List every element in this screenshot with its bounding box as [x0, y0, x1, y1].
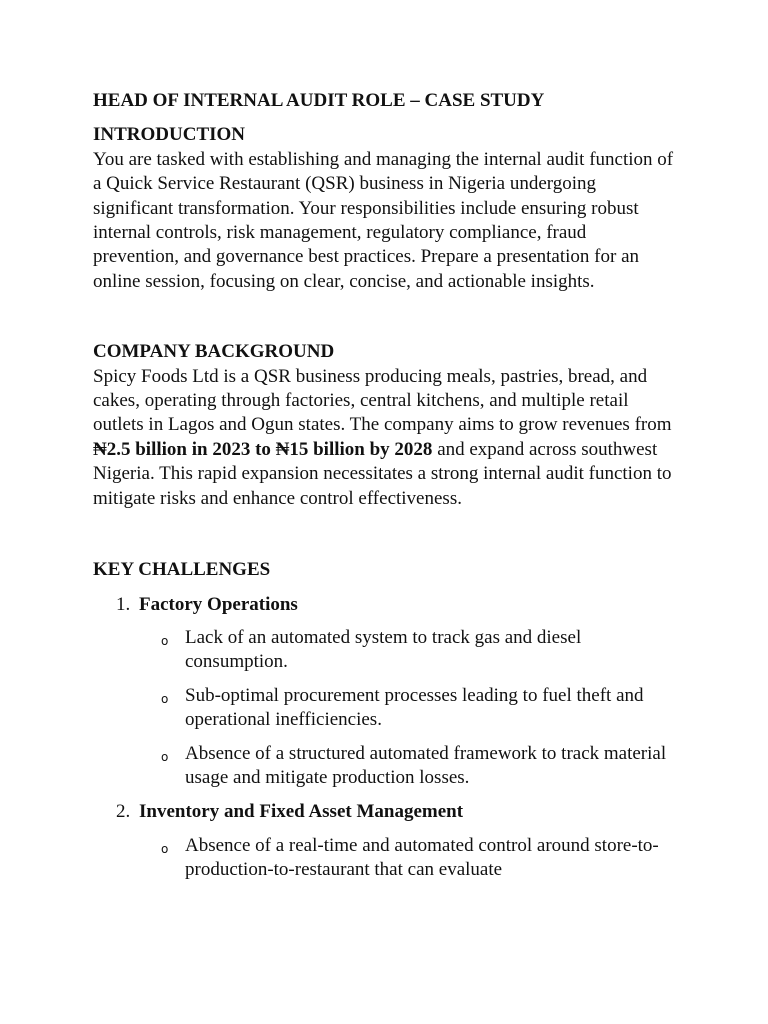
list-item: [93, 742, 674, 791]
challenge-title: Inventory and Fixed Asset Management: [139, 801, 464, 823]
introduction-paragraph: You are tasked with establishing and managing the internal audit function of a Quick Service Restaurant (QSR) business in Nigeria undergoing significant transformation. Your responsibilities include ensuring robust internal controls, risk management, regulatory compliance, fraud prevention, and governance best practices. Prepare a presentation for an online session, focusing on clear, concise, and actionable insights.: [93, 148, 674, 292]
company-background-paragraph: [93, 365, 674, 511]
list-item: [93, 834, 674, 883]
key-challenges-heading: KEY CHALLENGES: [93, 559, 271, 581]
bullet-text: Sub-optimal procurement processes leading to fuel theft and operational inefficiencies.: [185, 684, 644, 731]
challenge-item-factory-operations: [93, 593, 674, 791]
bullet-circle-icon: o: [161, 841, 169, 856]
introduction-section: [93, 123, 674, 294]
challenge-item-header: [93, 593, 674, 617]
list-item: [93, 626, 674, 675]
background-text-end: and expand across southwest Nigeria. This rapid expansion necessitates a strong internal audit function to mitigate risks and enhance control effectiveness.: [93, 438, 672, 509]
company-background-heading: COMPANY BACKGROUND: [93, 341, 335, 363]
bullet-text: Lack of an automated system to track gas and diesel consumption.: [185, 626, 582, 673]
bullet-circle-icon: o: [161, 633, 169, 648]
challenge-item-inventory-fixed-assets: [93, 800, 674, 882]
company-background-section: [93, 340, 674, 511]
bullet-text: Absence of a real-time and automated control around store-to-production-to-restaurant that can evaluate: [185, 834, 659, 881]
challenge-bullets: [93, 626, 674, 790]
bullet-circle-icon: o: [161, 749, 169, 764]
challenges-list: [93, 593, 674, 883]
document-title: HEAD OF INTERNAL AUDIT ROLE – CASE STUDY: [93, 90, 545, 111]
challenge-title: Factory Operations: [139, 593, 298, 615]
revenue-target-highlight: ₦2.5 billion in 2023 to ₦15 billion by 2028: [93, 438, 433, 460]
key-challenges-section: [93, 558, 674, 882]
list-item: [93, 684, 674, 733]
introduction-heading: INTRODUCTION: [93, 124, 246, 146]
bullet-circle-icon: o: [161, 691, 169, 706]
background-text-start: Spicy Foods Ltd is a QSR business producing meals, pastries, bread, and cakes, operating through factories, central kitchens, and multiple retail outlets in Lagos and Ogun states. The company aims to grow revenues from: [93, 365, 672, 436]
challenge-bullets: [93, 834, 674, 883]
challenge-item-header: [93, 800, 674, 824]
bullet-text: Absence of a structured automated framework to track material usage and mitigate production losses.: [185, 742, 667, 788]
challenge-number: 1.: [116, 593, 131, 615]
challenge-number: 2.: [116, 801, 131, 823]
